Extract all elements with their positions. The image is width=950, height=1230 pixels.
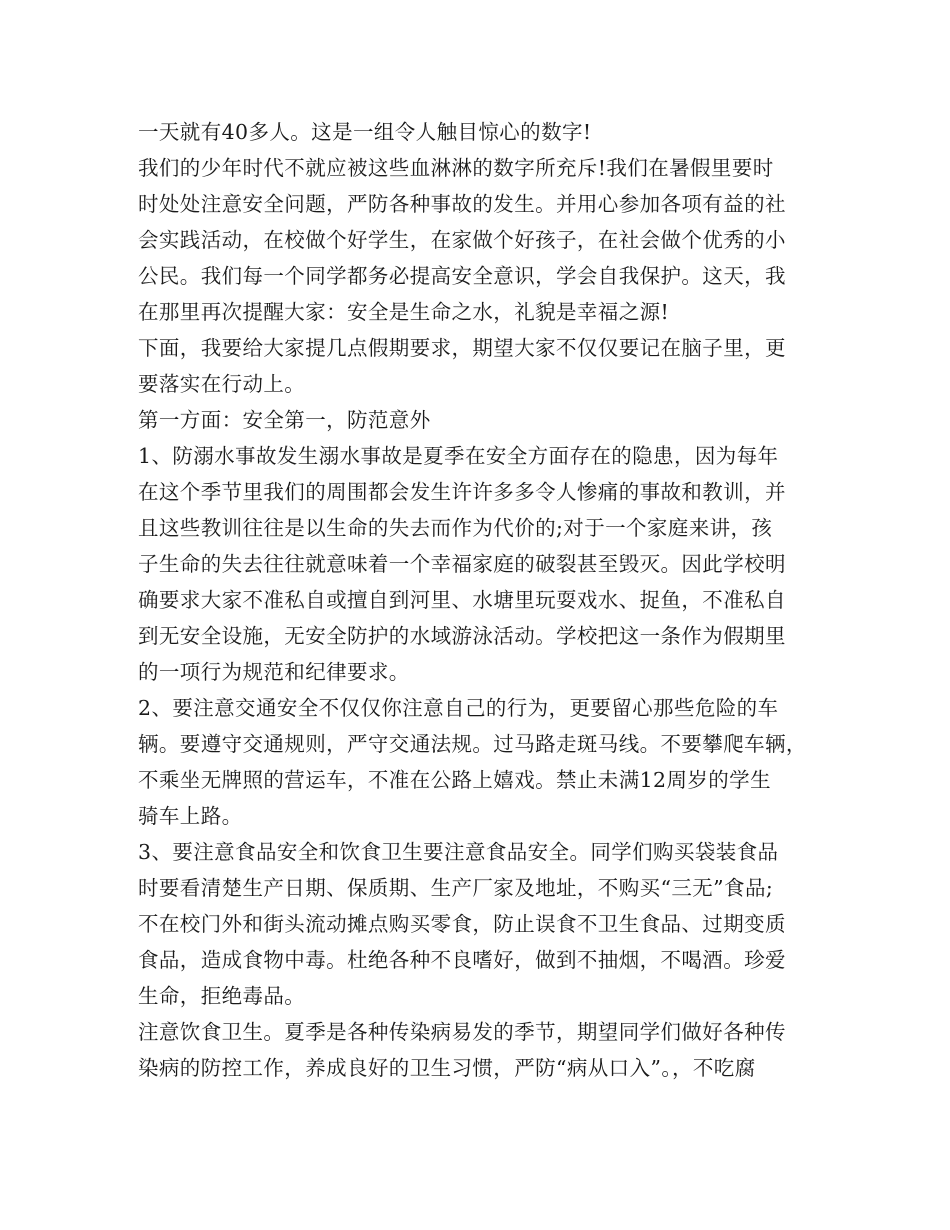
text-line: 子生命的失去往往就意味着一个幸福家庭的破裂甚至毁灭。因此学校明 <box>138 552 786 576</box>
text-line: 生命，拒绝毒品。 <box>138 984 306 1008</box>
text-line: 到无安全设施，无安全防护的水域游泳活动。学校把这一条作为假期里 <box>138 624 786 648</box>
text-line: 确要求大家不准私自或擅自到河里、水塘里玩耍戏水、捉鱼，不准私自 <box>138 588 786 612</box>
text-line: 我们的少年时代不就应被这些血淋淋的数字所充斥!我们在暑假里要时 <box>138 156 774 180</box>
text-line: 在那里再次提醒大家：安全是生命之水，礼貌是幸福之源! <box>138 300 670 324</box>
text-line: 不在校门外和街头流动摊点购买零食，防止误食不卫生食品、过期变质 <box>138 912 786 936</box>
text-line: 食品，造成食物中毒。杜绝各种不良嗜好，做到不抽烟，不喝酒。珍爱 <box>138 948 786 972</box>
text-line: 下面，我要给大家提几点假期要求，期望大家不仅仅要记在脑子里，更 <box>138 336 786 360</box>
section-heading: 第一方面：安全第一，防范意外 <box>138 408 431 432</box>
text-line: 公民。我们每一个同学都务必提高安全意识，学会自我保护。这天，我 <box>138 264 786 288</box>
text-line: 注意饮食卫生。夏季是各种传染病易发的季节，期望同学们做好各种传 <box>138 1020 786 1044</box>
text-line: 的一项行为规范和纪律要求。 <box>138 660 410 684</box>
text-line: 会实践活动，在校做个好学生，在家做个好孩子，在社会做个优秀的小 <box>138 228 786 252</box>
text-line: 时要看清楚生产日期、保质期、生产厂家及地址，不购买“三无”食品; <box>138 876 774 900</box>
text-line: 染病的防控工作，养成良好的卫生习惯，严防“病从口入”。，不吃腐 <box>138 1056 756 1080</box>
text-line: 要落实在行动上。 <box>138 372 306 396</box>
text-line: 骑车上路。 <box>138 804 243 828</box>
text-line: 且这些教训往往是以生命的失去而作为代价的;对于一个家庭来讲，孩 <box>138 516 773 540</box>
text-line: 2、要注意交通安全不仅仅你注意自己的行为，更要留心那些危险的车 <box>138 696 779 720</box>
text-line: 一天就有40多人。这是一组令人触目惊心的数字! <box>138 120 592 144</box>
text-line: 在这个季节里我们的周围都会发生许许多多令人惨痛的事故和教训，并 <box>138 480 786 504</box>
text-line: 不乘坐无牌照的营运车，不准在公路上嬉戏。禁止未满12周岁的学生 <box>138 768 771 792</box>
document-body <box>138 114 818 1086</box>
text-line: 辆。要遵守交通规则，严守交通法规。过马路走斑马线。不要攀爬车辆， <box>138 732 807 756</box>
text-line: 1、防溺水事故发生溺水事故是夏季在安全方面存在的隐患，因为每年 <box>138 444 779 468</box>
text-line: 时处处注意安全问题，严防各种事故的发生。并用心参加各项有益的社 <box>138 192 786 216</box>
text-line: 3、要注意食品安全和饮食卫生要注意食品安全。同学们购买袋装食品 <box>138 840 779 864</box>
